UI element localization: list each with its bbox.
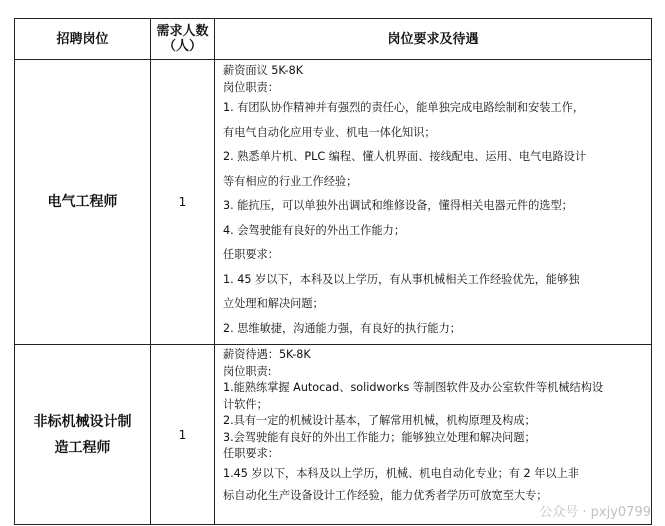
requirement-line: 任职要求： xyxy=(223,447,279,460)
table-row-mechanical-engineer xyxy=(15,345,652,525)
role-name: 电气工程师 xyxy=(15,60,151,345)
requirement-line: 岗位职责： xyxy=(223,81,279,94)
requirement-line: 1.45 岁以下，本科及以上学历，机械、机电自动化专业；有 2 年以上非 xyxy=(223,466,579,480)
headcount: 1 xyxy=(151,345,215,525)
table-header-row xyxy=(15,19,652,60)
requirement-line: 薪资待遇：5K-8K xyxy=(223,348,311,361)
requirement-line: 4. 会驾驶能有良好的外出工作能力； xyxy=(223,223,406,237)
requirement-line: 计软件； xyxy=(223,397,268,411)
requirements-cell xyxy=(215,345,652,525)
header-position: 招聘岗位 xyxy=(15,19,151,60)
header-headcount: 需求人数（人） xyxy=(151,19,215,60)
headcount: 1 xyxy=(151,60,215,345)
requirement-line: 1. 有团队协作精神并有强烈的责任心，能单独完成电路绘制和安装工作， xyxy=(223,101,585,114)
role-name: 非标机械设计制造工程师 xyxy=(15,345,151,525)
requirement-line: 标自动化生产设备设计工作经验，能力优秀者学历可放宽至大专； xyxy=(223,488,548,502)
requirement-line: 2. 熟悉单片机、PLC 编程、懂人机界面、接线配电、运用、电气电路设计 xyxy=(223,150,587,163)
requirement-line: 有电气自动化应用专业、机电一体化知识； xyxy=(223,125,436,139)
requirement-line: 1.能熟练掌握 Autocad、solidworks 等制图软件及办公室软件等机械结构设 xyxy=(223,381,604,394)
requirement-line: 薪资面议 5K-8K xyxy=(223,64,304,77)
requirements-cell xyxy=(215,60,652,345)
requirement-line: 岗位职责: xyxy=(223,364,272,378)
requirement-line: 3. 能抗压，可以单独外出调试和维修设备，懂得相关电器元件的选型； xyxy=(223,199,573,212)
requirement-line: 3.会驾驶能有良好的外出工作能力；能够独立处理和解决问题； xyxy=(223,430,536,444)
requirement-line: 2.具有一定的机械设计基本，了解常用机械，机构原理及构成； xyxy=(223,414,536,427)
requirement-line: 1. 45 岁以下，本科及以上学历，有从事机械相关工作经验优先，能够独 xyxy=(223,272,580,286)
recruitment-table xyxy=(14,18,652,525)
requirement-line: 2. 思维敏捷，沟通能力强，有良好的执行能力； xyxy=(223,321,461,335)
requirement-line: 等有相应的行业工作经验； xyxy=(223,174,358,188)
table-row-electrical-engineer xyxy=(15,60,652,345)
requirement-line: 任职要求： xyxy=(223,248,279,261)
watermark: 公众号 · pxjy0799 xyxy=(539,505,651,520)
requirement-line: 立处理和解决问题； xyxy=(223,297,324,310)
header-requirements: 岗位要求及待遇 xyxy=(215,19,652,60)
